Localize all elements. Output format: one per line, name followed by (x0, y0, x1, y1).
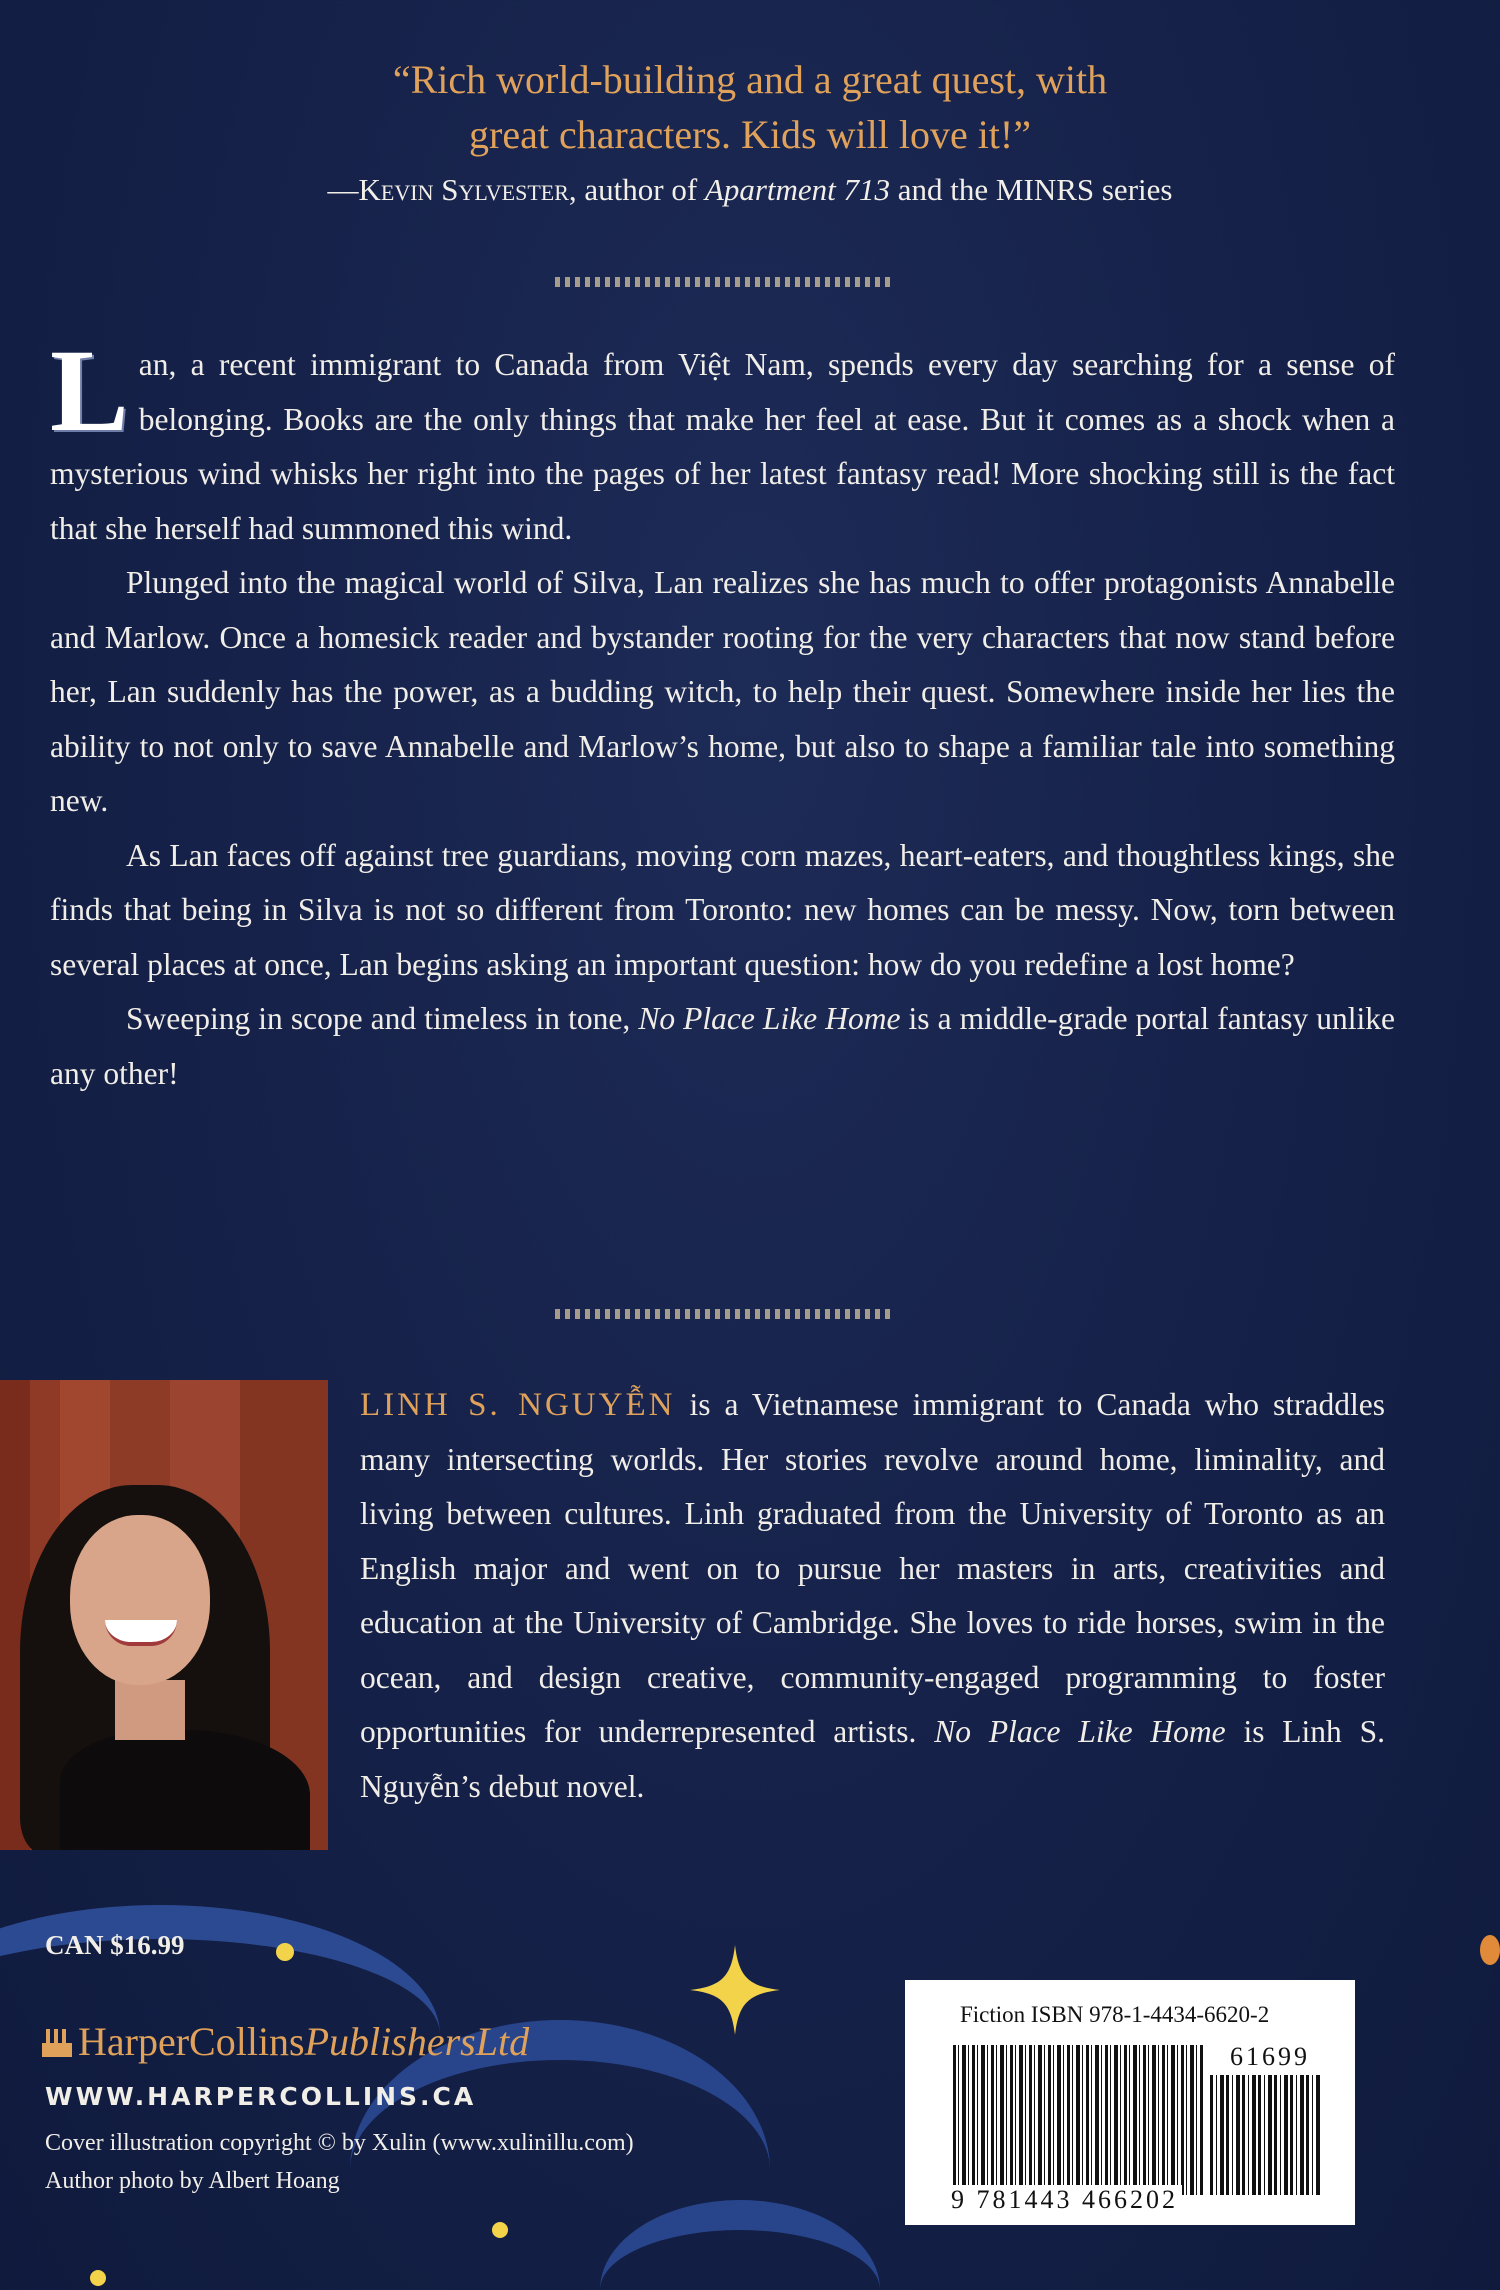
review-quote (0, 52, 1500, 162)
synopsis-paragraph-2: Plunged into the magical world of Silva, Lan realizes she has much to offer protagonists Annabelle and Marlow. Once a homesick reader and bystander rooting for the very characters that now stand before her, Lan suddenly has the power, as a budding witch, to help their quest. Somewhere inside her lies the ability to not only to save Annabelle and Marlow’s home, but also to shape a familiar tale into something new. (50, 565, 1395, 818)
orange-edge-decoration (1480, 1935, 1500, 1965)
flame-icon (42, 2027, 72, 2057)
synopsis-paragraph-4 (50, 992, 1395, 1101)
publisher-logo (42, 2018, 529, 2065)
barcode-digits: 9 781443 466202 (947, 2185, 1182, 2215)
quote-line-1: “Rich world-building and a great quest, with (392, 57, 1108, 102)
barcode-box (905, 1980, 1355, 2225)
star-dot-decoration-2 (90, 2270, 106, 2286)
attrib-mid: , author of (568, 172, 705, 207)
star-dot-decoration-3 (492, 2222, 508, 2238)
isbn-label: Fiction ISBN 978-1-4434-6620-2 (960, 2002, 1270, 2027)
author-photo (0, 1380, 328, 1850)
author-name: LINH S. NGUYỄN (360, 1387, 676, 1423)
publisher-italic: PublishersLtd (304, 2019, 530, 2064)
ornament-divider-bottom (555, 1309, 895, 1319)
p4-title: No Place Like Home (638, 1001, 901, 1036)
synopsis-paragraph-1 (50, 325, 1395, 556)
bio-title: No Place Like Home (934, 1714, 1226, 1749)
star-icon (690, 1945, 780, 2035)
author-bio (360, 1378, 1385, 1814)
attrib-book: Apartment 713 (704, 172, 891, 207)
photo-credit: Author photo by Albert Hoang (45, 2168, 340, 2194)
barcode-price-code: 61699 (1230, 2042, 1310, 2071)
publisher-website: WWW.HARPERCOLLINS.CA (45, 2082, 477, 2111)
bio-end: is Linh S. Nguyễn’s debut novel. (360, 1714, 1385, 1804)
synopsis (50, 325, 1396, 1101)
ornament-divider-top (555, 277, 895, 287)
attrib-name: Kevin Sylvester (358, 172, 569, 207)
publisher-main: HarperCollins (78, 2019, 305, 2064)
barcode-icon (953, 2045, 1203, 2195)
drop-cap: L (50, 325, 129, 456)
price: CAN $16.99 (45, 1930, 185, 1960)
cover-credit: Cover illustration copyright © by Xulin (www.xulinillu.com) (45, 2130, 634, 2156)
price-barcode-icon (1210, 2075, 1320, 2195)
p4-start: Sweeping in scope and timeless in tone, (126, 1001, 639, 1036)
attrib-end: and the MINRS series (890, 172, 1173, 207)
star-dot-decoration (276, 1943, 294, 1961)
attrib-dash: — (327, 172, 359, 207)
quote-line-2: great characters. Kids will love it!” (469, 112, 1031, 157)
synopsis-paragraph-3: As Lan faces off against tree guardians, moving corn mazes, heart-eaters, and thoughtless kings, she finds that being in Silva is not so different from Toronto: new homes can be messy. Now, torn between several places at once, Lan begins asking an important question: how do you redefine a lost home? (50, 837, 1395, 982)
quote-attribution (0, 172, 1500, 208)
bio-start: is a Vietnamese immigrant to Canada who straddles many intersecting worlds. Her stories revolve around home, liminality, and living between cultures. Linh graduated from the University of Toronto as an English major and went on to pursue her masters in arts, creativities and education at the University of Cambridge. She loves to ride horses, swim in the ocean, and design creative, community-engaged programming to foster opportunities for underrepresented artists. (360, 1387, 1386, 1749)
synopsis-p1-text: an, a recent immigrant to Canada from Việt Nam, spends every day searching for a sense of belonging. Books are the only things that make her feel at ease. But it comes as a shock when a mysterious wind whisks her right into the pages of her latest fantasy read! More shocking still is the fact that she herself had summoned this wind. (50, 347, 1395, 546)
p4-end: is a middle-grade portal fantasy unlike any other! (50, 1001, 1396, 1091)
